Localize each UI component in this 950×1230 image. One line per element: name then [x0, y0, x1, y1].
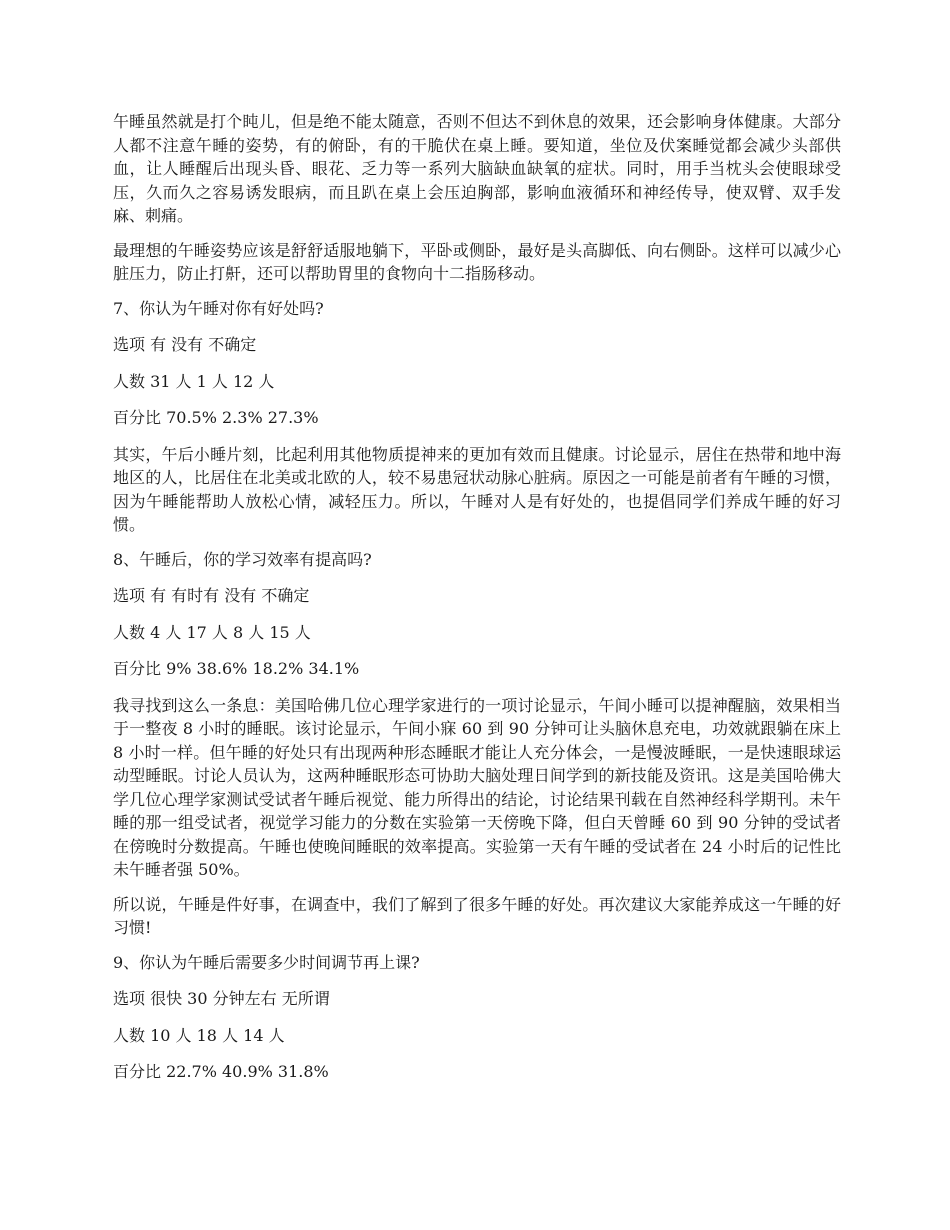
q7-percent-row: 百分比 70.5% 2.3% 27.3% [113, 408, 319, 427]
q8-count-row: 人数 4 人 17 人 8 人 15 人 [113, 622, 311, 642]
paragraph-conclusion: 所以说，午睡是件好事，在调查中，我们了解到了很多午睡的好处。再次建议大家能养成这一午睡的好习惯! [113, 894, 841, 937]
q8-options-row: 选项 有 有时有 没有 不确定 [113, 586, 310, 605]
q7-options-row: 选项 有 没有 不确定 [113, 335, 257, 354]
q9-percent-row: 百分比 22.7% 40.9% 31.8% [113, 1062, 329, 1081]
question-8: 8、午睡后，你的学习效率有提高吗? [113, 549, 372, 569]
paragraph-posture-health: 午睡虽然就是打个盹儿，但是绝不能太随意，否则不但达不到休息的效果，还会影响身体健康。大部分人都不注意午睡的姿势，有的俯卧，有的干脆伏在桌上睡。要知道，坐位及伏案睡觉都会减少头部供血，让人睡醒后出现头昏、眼花、乏力等一系列大脑缺血缺氧的症状。同时，用手当枕头会使眼球受压，久而久之容易诱发眼病，而且趴在桌上会压迫胸部，影响血液循环和神经传导，使双臂、双手发麻、刺痛。 [113, 112, 841, 225]
question-9: 9、你认为午睡后需要多少时间调节再上课? [113, 952, 420, 972]
paragraph-harvard-study: 我寻找到这么一条息：美国哈佛几位心理学家进行的一项讨论显示，午间小睡可以提神醒脑，效果相当于一整夜 8 小时的睡眠。该讨论显示，午间小寐 60 到 90 分钟可让头脑休息充电，功效就跟躺在床上 8 小时一样。但午睡的好处只有出现两种形态睡眠才能让人充分体会，一是慢波睡眠，一是快速眼球运动型睡眠。讨论人员认为，这两种睡眠形态可协助大脑处理日间学到的新技能及资讯。这是美国哈佛大学几位心理学家测试受试者午睡后视觉、能力所得出的结论，讨论结果刊载在自然神经科学期刊。未午睡的那一组受试者，视觉学习能力的分数在实验第一天傍晚下降，但白天曾睡 60 到 90 分钟的受试者在傍晚时分数提高。午睡也使晚间睡眠的效率提高。实验第一天有午睡的受试者在 24 小时后的记性比未午睡者强 50%。 [113, 695, 841, 879]
q9-count-row: 人数 10 人 18 人 14 人 [113, 1025, 285, 1045]
document-body [113, 110, 841, 1097]
q9-options-row: 选项 很快 30 分钟左右 无所谓 [113, 989, 330, 1008]
paragraph-ideal-posture: 最理想的午睡姿势应该是舒舒适服地躺下，平卧或侧卧，最好是头高脚低、向右侧卧。这样可以减少心脏压力，防止打鼾，还可以帮助胃里的食物向十二指肠移动。 [113, 240, 841, 283]
q8-percent-row: 百分比 9% 38.6% 18.2% 34.1% [113, 659, 360, 678]
q7-count-row: 人数 31 人 1 人 12 人 [113, 371, 275, 391]
question-7: 7、你认为午睡对你有好处吗? [113, 298, 324, 318]
paragraph-nap-benefits: 其实，午后小睡片刻，比起利用其他物质提神来的更加有效而且健康。讨论显示，居住在热带和地中海地区的人，比居住在北美或北欧的人，较不易患冠状动脉心脏病。原因之一可能是前者有午睡的习惯，因为午睡能帮助人放松心情，减轻压力。所以，午睡对人是有好处的，也提倡同学们养成午睡的好习惯。 [113, 444, 841, 534]
